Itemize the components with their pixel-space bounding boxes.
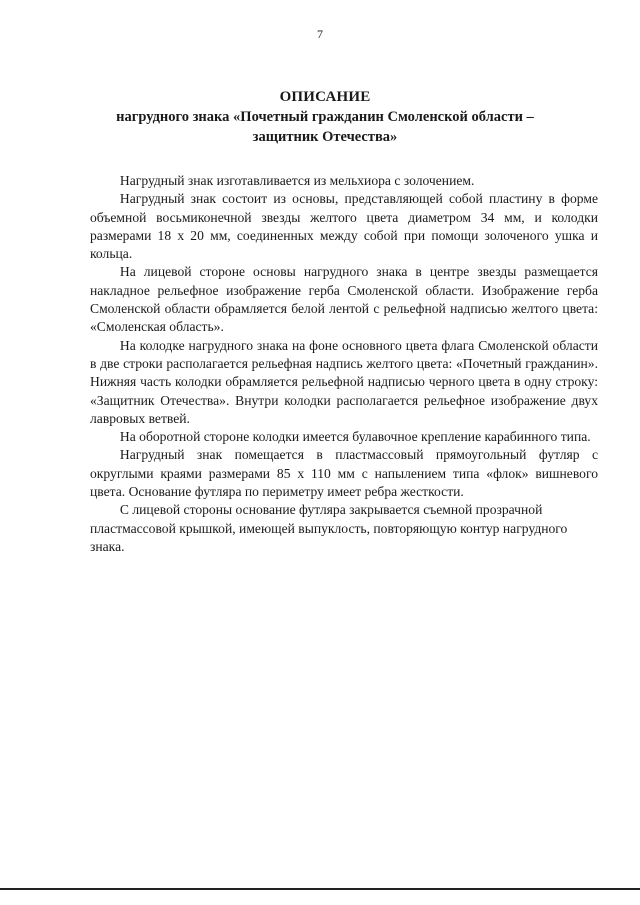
paragraph-reverse-side: На оборотной стороне колодки имеется булавочное крепление карабинного типа. [119, 429, 591, 445]
title-subtitle-line-2: защитник Отечества» [252, 129, 398, 145]
page-number: 7 [317, 27, 323, 41]
paragraph-material: Нагрудный знак изготавливается из мельхиора с золочением. [119, 173, 475, 188]
document-title [60, 87, 590, 147]
paragraph-case-lid: С лицевой стороны основание футляра закрывается съемной прозрачной пластмассовой крышкой, имеющей выпуклость, повторяющую контур нагрудного знака. [90, 502, 568, 554]
paragraph-construction: Нагрудный знак состоит из основы, представляющей собой пластину в форме объемной восьмиконечной звезды желтого цвета диаметром 34 мм, и колодки размерами 18 х 20 мм, соединенных между собой при помощи золоченого ушка и кольца. [90, 191, 598, 262]
title-heading: ОПИСАНИЕ [279, 89, 371, 105]
title-subtitle-line-1: нагрудного знака «Почетный гражданин Смоленской области – [116, 109, 534, 125]
document-body [90, 172, 598, 556]
paragraph-pad-inscription: На колодке нагрудного знака на фоне основного цвета флага Смоленской области в две строки располагается рельефная надпись желтого цвета: «Почетный гражданин». Нижняя часть колодки обрамляется рельефной надписью черного цвета в одну строку: «Защитник Отечества». Внутри колодки располагается рельефное изображение двух лавровых ветвей. [90, 337, 598, 426]
bottom-rule [0, 888, 640, 890]
paragraph-front-side: На лицевой стороне основы нагрудного знака в центре звезды размещается накладное рельефное изображение герба Смоленской области. Изображение герба Смоленской области обрамляется белой лентой с рельефной надписью желтого цвета: «Смоленская область». [90, 264, 598, 335]
paragraph-case: Нагрудный знак помещается в пластмассовый прямоугольный футляр с округлыми краями размерами 85 х 110 мм с напылением типа «флок» вишневого цвета. Основание футляра по периметру имеет ребра жесткости. [90, 447, 598, 500]
